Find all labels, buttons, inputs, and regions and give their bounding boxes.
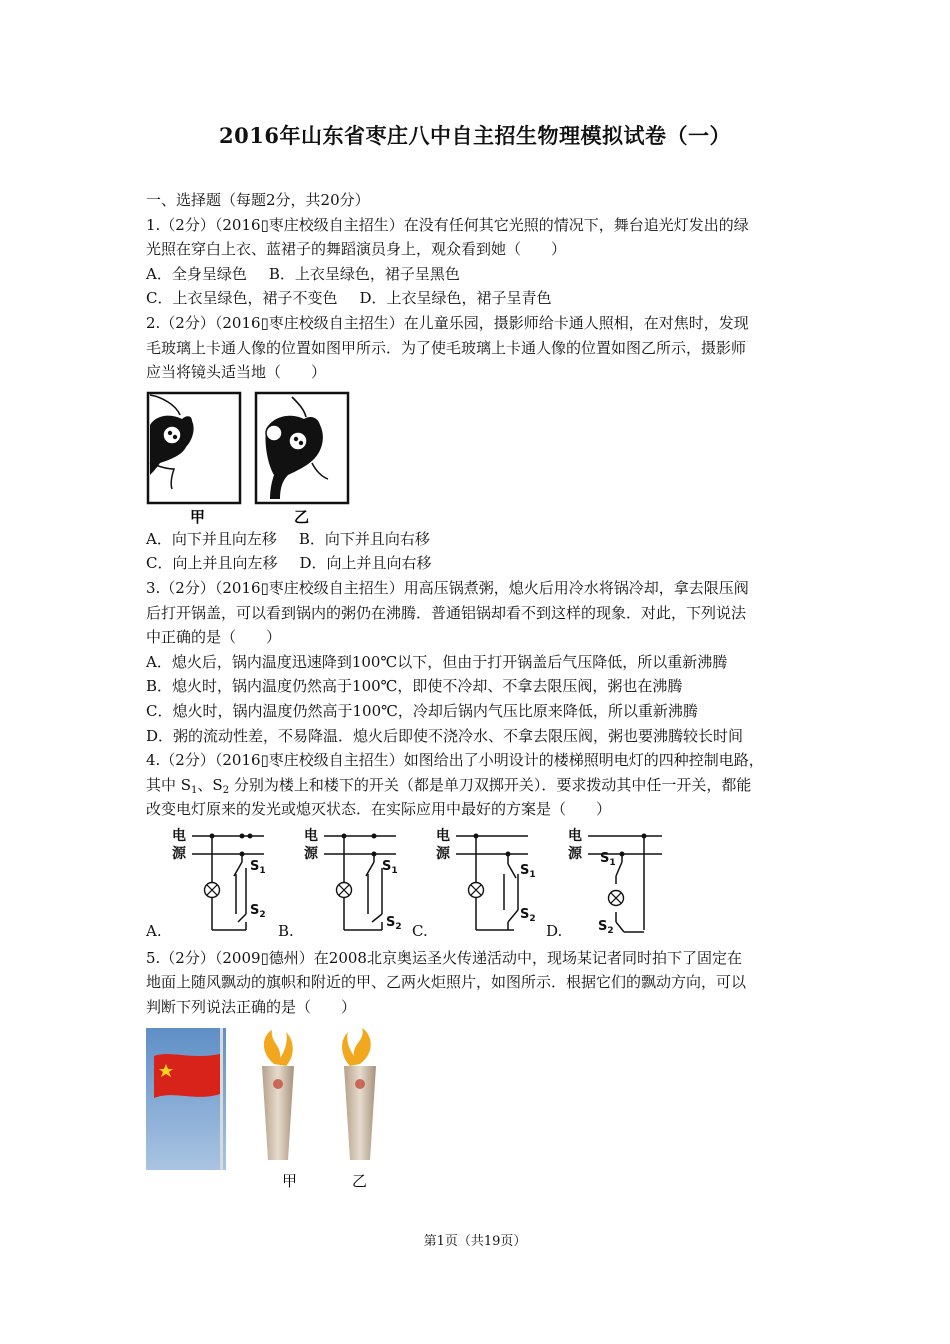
q5-line1: 5.（2分）（2009▯德州）在2008北京奥运圣火传递活动中，现场某记者同时拍下了固定在 — [146, 948, 742, 967]
q1-options-cd — [146, 286, 812, 311]
circuit-option-b: B. — [278, 921, 294, 940]
q5-line2: 地面上随风飘动的旗帜和附近的甲、乙两火炬照片，如图所示．根据它们的飘动方向，可以 — [146, 973, 747, 992]
q2-option-b: B．向下并且向右移 — [298, 529, 430, 548]
q2-option-a: A．向下并且向左移 — [146, 529, 277, 548]
q2-figure — [146, 385, 812, 527]
q1-options-ab — [146, 262, 812, 287]
svg-text:电: 电 — [304, 827, 318, 844]
q5-line3: 判断下列说法正确的是（ ） — [146, 998, 357, 1017]
svg-text:S1: $S_1$ — [250, 858, 266, 876]
torch-label-a: 甲 — [282, 1171, 298, 1190]
q4-line1: 4.（2分）（2016▯枣庄校级自主招生）如图给出了小明设计的楼梯照明电灯的四种控制电路， — [146, 751, 764, 770]
svg-text:S2: $S_2$ — [250, 902, 266, 920]
q4-line3: 改变电灯原来的发光或熄灭状态．在实际应用中最好的方案是（ ） — [146, 800, 612, 819]
svg-text:S1: $S_1$ — [600, 850, 616, 868]
svg-text:S2: $S_2$ — [386, 914, 402, 932]
q5-figure — [146, 1020, 812, 1190]
fig-label-yi: 乙 — [294, 507, 310, 526]
svg-text:源: 源 — [304, 845, 318, 862]
q2-line1: 2.（2分）（2016▯枣庄校级自主招生）在儿童乐园，摄影师给卡通人照相，在对焦时，发现 — [146, 313, 749, 332]
q4-circuit-figure — [146, 822, 812, 946]
q2-option-d: D．向上并且向右移 — [299, 554, 432, 573]
svg-text:源: 源 — [568, 845, 582, 862]
q3-line3: 中正确的是（ ） — [146, 628, 282, 647]
q1-line2: 光照在穿白上衣、蓝裙子的舞蹈演员身上，观众看到她（ ） — [146, 240, 567, 259]
circuits-svg — [146, 822, 812, 946]
q1-option-b: B．上衣呈绿色，裙子呈黑色 — [268, 264, 460, 283]
svg-text:S2: $S_2$ — [520, 906, 536, 924]
circuit-option-c: C. — [412, 921, 428, 940]
torch-label-b: 乙 — [352, 1171, 368, 1190]
q3-option-b: B．熄火时，锅内温度仍然高于100℃，即使不冷却、不拿去限压阀，粥也在沸腾 — [146, 677, 683, 696]
svg-text:电: 电 — [568, 827, 582, 844]
q2-option-c: C．向上并且向左移 — [146, 554, 278, 573]
sky-photo — [146, 1028, 226, 1170]
q4-line2: 其中 $S_1$、$S_2$ 分别为楼上和楼下的开关（都是单刀双掷开关）．要求拨动其中任一开关，都能 — [146, 775, 752, 796]
q1-line1: 1.（2分）（2016▯枣庄校级自主招生）在没有任何其它光照的情况下，舞台追光灯发出的绿 — [146, 215, 749, 234]
flame-a — [264, 1030, 293, 1066]
fig-label-jia: 甲 — [190, 507, 206, 526]
flag — [154, 1054, 220, 1098]
source-label-a2: 源 — [172, 845, 186, 862]
exam-content — [146, 188, 812, 1190]
q3-line2: 后打开锅盖，可以看到锅内的粥仍在沸腾．普通铝锅却看不到这样的现象．对此，下列说法 — [146, 603, 747, 622]
svg-text:S2: $S_2$ — [598, 918, 614, 936]
flame-b — [342, 1028, 371, 1066]
q1-option-d: D．上衣呈绿色，裙子呈青色 — [359, 289, 552, 308]
flag-torch-figure — [146, 1020, 396, 1190]
q1-option-a: A．全身呈绿色 — [146, 264, 247, 283]
circuit-option-d: D. — [546, 921, 563, 940]
q2-options-cd — [146, 551, 812, 576]
source-label-a1: 电 — [172, 827, 186, 844]
page-footer: 第1页（共19页） — [423, 1234, 527, 1249]
q3-option-c: C．熄火时，锅内温度仍然高于100℃，冷却后锅内气压比原来降低，所以重新沸腾 — [146, 701, 698, 720]
section-heading: 一、选择题（每题2分，共20分） — [146, 191, 370, 209]
circuit-option-a: A. — [146, 921, 162, 940]
page-title: 2016年山东省枣庄八中自主招生物理模拟试卷（一） — [219, 123, 731, 148]
svg-text:S1: $S_1$ — [520, 862, 536, 880]
q3-option-a: A．熄火后，锅内温度迅速降到100℃以下，但由于打开锅盖后气压降低，所以重新沸腾 — [146, 652, 728, 671]
q2-options-ab — [146, 527, 812, 552]
cartoon-frames-figure — [146, 385, 356, 527]
q3-option-d: D．粥的流动性差，不易降温．熄火后即使不浇冷水、不拿去限压阀，粥也要沸腾较长时间 — [146, 726, 744, 745]
q3-line1: 3.（2分）（2016▯枣庄校级自主招生）用高压锅煮粥，熄火后用冷水将锅冷却，拿去限压阀 — [146, 578, 749, 597]
q2-line3: 应当将镜头适当地（ ） — [146, 363, 327, 382]
q1-option-c: C．上衣呈绿色，裙子不变色 — [146, 289, 338, 308]
svg-text:S1: $S_1$ — [382, 858, 398, 876]
svg-text:源: 源 — [436, 845, 450, 862]
svg-text:电: 电 — [436, 827, 450, 844]
q2-line2: 毛玻璃上卡通人像的位置如图甲所示．为了使毛玻璃上卡通人像的位置如图乙所示，摄影师 — [146, 338, 747, 357]
